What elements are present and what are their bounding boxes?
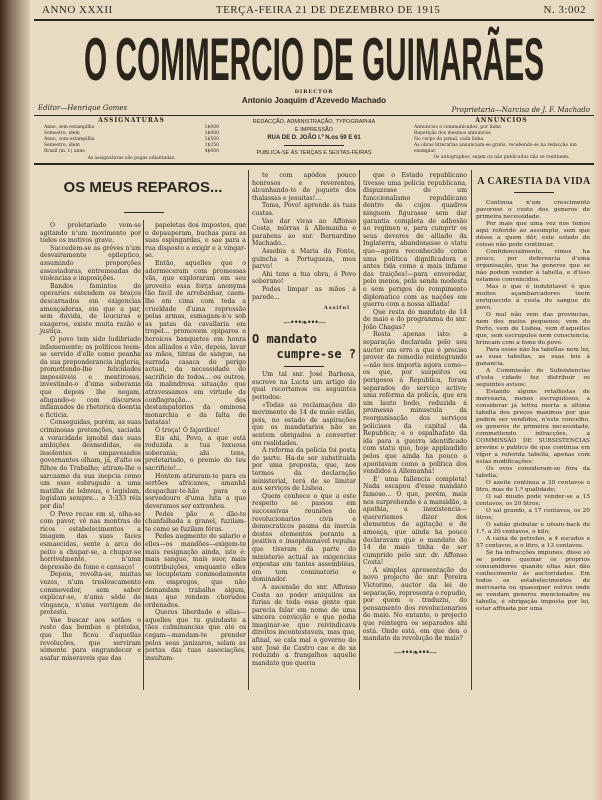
ad-rate-row: No corpo do jornal, cada linha: [414, 137, 484, 142]
ad-rate-row: Repetição dos mesmos annuncios: [414, 131, 491, 136]
info-block: [34, 115, 594, 165]
article-title: OS MEUS REPAROS...: [63, 179, 223, 196]
paragraph: Confidencialmente, vimos ha pouco, por deferencia d'uma organisação, que ha generos que se não podem vender á tabella, e d'isso estamos convencidos.: [476, 249, 590, 283]
paragraph: Para esses não ha tabellas nem lei; as suas tabellas, as suas leis á ganancia.: [476, 347, 590, 367]
newspaper-page: [34, 0, 594, 800]
year-label: ANNO XXXII: [42, 4, 113, 16]
paragraph: Estando alguns retalhistas de mercearia, menos escrupulosos, a considerar já lettra morta a ultima tabella dos preços maximos por que podem ser vendidos, n'este concelho, os generos de primeira necessidade, commettendo infracções, a COMMISSÃO DE SUBSISTENCIAS previne o publico de que continua em vigor a referida tabella, apenas com estas modificações:: [476, 389, 590, 465]
paragraph: O mal não vem das provincias, nem dos meios pequenos; vem do Porto, vem de Lisboa, vem d'aquelles que, sem escrupulos nem consciencia, brincam com a fome do povo.: [476, 312, 590, 346]
paragraph: Mas o que é indubitavel é que muitos açambarcadores teem enriquecido á custa do sangue do povo.: [476, 284, 590, 311]
paragraph: que o Estado republicano tivesse uma policia republicana, dispuzesse de um funccionalismo republicano dentro de cujos quadros ninguem figurasse sem dar garantia completa de adhesão ao regimen e, para cumprir os seus deveres de alliado da Inglaterra, abandonasse o statu quo—agora reconhecido como uma politica dignificadora e antes tida como a mais infame das traições!—para enveredar, pelo menos, pela senda modesta e sem perigos do rompimento diplomatico com as nações em guerra com a nossa alliada!: [363, 172, 467, 309]
paragraph: Que resta do mandato de 14 de maio e do programma do snr. João Chagas?: [363, 308, 467, 331]
paragraph: Assobia a Maria da Fonte, guincha a Portugueza, meu parvo!: [252, 247, 356, 271]
paragraph: A Commissão de Subsistencias d'esta cidade fez distribuir os seguintes avisos:: [476, 368, 590, 388]
director-name: Antonio Joaquim d'Azevedo Machado: [241, 96, 387, 105]
paragraph: Eis ahi, Povo, a que está reduzida a tua luxuosa soberania; ahi tens, proletariado, o premio do teu sacrificio!...: [145, 434, 246, 472]
article-column: [363, 172, 467, 662]
ads-heading: ANNUNCIOS: [475, 117, 528, 124]
paragraph: Pedes augmento de salario e elles—os mandões—exigem-te mais resignação ainda, isto é: mais sangue, mais suor, mais contribuições, emquanto elles se locupletam commodamente em empregos, que não demandam trabalho algum, mas que rendem chorudos ordenados.: [145, 533, 246, 609]
paragraph: O Povo recae em si, olha-se com pavor, vê nas montras de ricos estabelecimentos a imagem das suas faces esmaecidas, sente a arca do peito a chupar-se, a chupar-se horrivelmente, n'uma depressão de fome e cansaço!: [40, 510, 141, 571]
proprietor: Proprietaria—Narcisa de J. F. Machado: [451, 106, 590, 114]
subscription-label: Anno, sem estampilha: [44, 125, 95, 130]
paragraph: Pedes pão e dão-te chanfalhada a granel, fuzilam-te como se fuzilam féras.: [145, 510, 246, 533]
article-title: O mandato: [252, 332, 318, 347]
ads-note: Os autographos, sejam ou não publicados não se restituem.: [433, 155, 570, 160]
article-title: A CARESTIA DA VIDA: [477, 176, 591, 187]
article-column: [40, 222, 141, 662]
paragraph: Continua n'um crescimento pavoroso o custo dos generos de primeira necessidade.: [476, 200, 590, 220]
publication-days: PUBLICA-SE ÁS TERÇAS E SEXTAS-FEIRAS: [256, 150, 372, 156]
subscription-price: 4$000: [204, 149, 219, 154]
paragraph: Bandos famintos de operarios estendem os braços descarnados em exigencias ameaçadoras, em que a par, sem duvida, de loucuras e exageros, existe muita razão e justiça.: [40, 282, 141, 336]
paragraph: E' uma fallencia completa! Nada escapou d'esse mandato famoso... O que, porém, mais nos surprehende é a mansidão, a apathia, a inexistencia—quereriamos dizer dos elementos de agitação e de ameaça, que ainda ha pouco declaravam que o mandato do 14 de maio tinha de ser cumprido pelo snr. dr. Affonso Costa!: [363, 475, 467, 567]
paragraph: Se ha infracções impunes, disso só se podem queixar os proprios consumidores quando ellas não dão conhecimento ás auctoridades. Em todos os estabelecimentos de mercearia ou quaesquer outros onde se vendam generos mencionados na tabella, é obrigação imposta por lei, estar affixada por uma: [476, 550, 590, 612]
subscription-label: Semestre, idem: [44, 131, 80, 136]
issue-number: N. 3:002: [543, 4, 586, 16]
director-label: DIRECTOR: [294, 89, 334, 95]
divider: [34, 19, 594, 21]
paragraph: O sal miudo pode vender-se a 15 centavos, os 20 litros;: [476, 494, 590, 507]
paragraph: O povo tem sido ludibriado infamemente; os politicos teem-se servido d'elle como peanha da sua preponderancia ingloria, promettendo-lhe felicidades impossiveis e mentirosas, investindo-o d'uma soberania que depois lhe negam, afagando-o com discursos inflamados de rhetorica doentia e ficticia.: [40, 335, 141, 419]
subscription-price: 1$000: [204, 131, 219, 136]
paragraph: Vae buscar aos sotãos o resto das bombas e pistolas, que lhe ficou d'aquellas revoluções, que serviram sómente para engrandecer e asafar miseraveis que das: [40, 616, 141, 662]
paragraph: Hontem atiraram-te para os sertões africanos, amanhã despachar-te-hão para o sorvedouro d'uma luta a que deveramos ser extranhos.: [145, 472, 246, 510]
paragraph: Os ovos consideram-se fóra da tabella;: [476, 466, 590, 479]
paragraph: O azeite continua a 30 centavos o litro, mas de 1.ª qualidade;: [476, 480, 590, 493]
paragraph: A reforma da policia foi posta de parte. Ha-de ser substituida por uma proposta, que, nos termos da declaração ministerial, terá de se limitar aos serviços de Lisboa.: [252, 447, 356, 493]
office-box: [234, 118, 394, 157]
paragraph: papeletas dos impostos, que o depauperam, buchas para as suas espingardas, e sae para a rua disposto a exigir e a vingar-se.: [145, 222, 246, 260]
article-column: [252, 172, 356, 667]
paragraph: Resta apenas isto: a separação declarada pelo seu auctor um erro a que é preciso prover de remedio reintegrando—não nos importa agora como—os que, por suspeitos ou perigosos á Republica, foram separados do serviço activo; uma reforma da policia, que era um lauto bodo, reduzida á promessa minuscula da reorganisação dos serviços policiaes da capital da Republica; e o espalhafato da ida para a guerra identificado com statu quo, hoje applaudido pelos que ainda ha pouco o apontavam como a politica dos vendidos á Allemanha!: [363, 331, 467, 476]
paragraph: te com apódos pouco honrosos e reverentes, alcunhando-te de joguete dos thalassas e jesuitas!...: [252, 172, 356, 202]
subscription-price: 1$500: [204, 137, 219, 142]
paragraph: Ó troça! Ó fajardice!: [155, 427, 220, 435]
subscription-label: Brazil (m. f.) anno: [44, 149, 86, 154]
paragraph: Quem conhece o que a este respeito se passou em successivas reuniões de revolucionarios civis e democraticos pasma da inercia destes elementos perante a positiva e insophismavel repulsa que tiveram da parte do ministerio actual as exigencias expostas em tantas assembléas, em tom cominatorio e dominador.: [252, 492, 356, 584]
office-line: E IMPRESSÃO: [295, 127, 333, 133]
subscription-row: [44, 149, 219, 155]
subscriptions-box: [44, 118, 219, 162]
paragraph: Por mais que uma vez nos temos aqui referido ao assumpto, sem que désse a quem dêr, este estado de coisas não pode continuar.: [476, 221, 590, 248]
subscription-price: 1$250: [204, 143, 219, 148]
paragraph: Queres liberdade e ellas—aquelles que tu guindaste a tães culminancias que até os cegam—mandam-te prender pelos seus janizaros, selam as portas das tuas associações, insultam-: [145, 609, 246, 662]
newspaper-title: [34, 22, 594, 88]
subscription-label: Anno, com estampilha: [44, 137, 95, 142]
office-address: RUA DE D. JOÃO I.º N.os 59 E 61: [267, 135, 361, 141]
paragraph: Ahi tens a tua obra, ó Povo soberano!: [252, 270, 356, 286]
ornament-divider: —•••❧•••—: [282, 317, 325, 327]
paragraph: Então, aquelles que o adormeceram com promessas vãs, que exploraram em seu proveito essa força anonyma tão facil de arrebanhar, caem-lhe em cima com toda a crueldade d'uma repressão pelas armas, esmagam-n'o sob as patas da cavallaria em tropel... promovem opiparos e heroicos banquetes em honra dos alliados e vão, depois, lavar as mãos, tintas de sangue, na surrada casaca do perigo actual, da necessidade do sacrificio de todos... ou outros, da malindrosa situação que atravessamos em virtude da conflagração... dos destampatorios da ominosa monarchia e da falta de batatas!: [145, 259, 246, 427]
paragraph: Um tal snr. José Barbosa, escreve na Lucta um artigo do qual recortamos os seguintes periodos:: [252, 371, 356, 402]
article-column: [145, 222, 246, 662]
newspaper-title-text: O COMMERCIO DE GUIMARÃES: [84, 26, 544, 88]
dateline: [34, 4, 594, 18]
paragraph: A ascensão do snr. Affonso Costa ao poder aniquilou as furias de toda essa gente que parecia falar em nome de uma sincera convicção e que podia imaginar-se que reivindicava direitos incontestaveis, mas que, afinal, se cala mal o governo do snr. José de Castro cae e de xa reduzido a frangalhos aquelle mandato que queria: [252, 583, 356, 667]
ads-note: As obras litterarias annunciam-se gratis, recebendo-se na redacção um exemplar.: [414, 143, 577, 154]
ads-box: [414, 118, 589, 161]
paragraph: O sal grando, a 17 centavos, os 20 litros;: [476, 508, 590, 521]
paragraph: Depois, revolta-se, muitas vezes, n'um tresloucamento commovedor, sem saber explicar-se, n'uma sêde de vingança, n'uma vertigem de protesto.: [40, 571, 141, 617]
subscriptions-heading: ASSIGNATURAS: [98, 117, 165, 124]
date-label: TERÇA-FEIRA 21 DE DEZEMBRO DE 1915: [215, 4, 441, 16]
paragraph: Podes limpar as mãos á parede...: [252, 285, 356, 301]
subscription-price: 1$000: [204, 125, 219, 130]
paragraph: «Todas as reclamações do movimento de 14 de maio estão, pois, no estado de aspirações que os mandatarios não se sentem obrigados a converter em realidades.: [252, 401, 356, 447]
paragraph: O sabão globular e ofsain-back de 1.ª, a 20 centavos, o kilo;: [476, 522, 590, 535]
paragraph: Conseguidas, porém, as suas criminosas pretenções, saciada a voracidade ignobil das suas ambições desmedidas, os insolentes e empavesados governantes olham, já, d'alto os filhos do Trabalho; atiram-lhe o sarcasmo da sua inepcia como um osso esbrugado a uma matilha de lebreus, e legislam, legislam sempre... a 3:333 réis por dia!: [40, 419, 141, 510]
article-title: cumpre-se ?: [276, 347, 356, 362]
paragraph: Toma, Povo! aprende ás tuas custas.: [252, 202, 356, 217]
paragraph: Succedem-se as gréves n'um desvairamento epileptico, assumindo proporções assustadoras, entremeadas de violencias e imposições.: [40, 244, 141, 283]
paragraph: A simples apresentação do novo projecto do snr. Pereira Victorino, auctor da lei de separação, representa o repudio, por quem o traduziu, do pensamento dos revolucionarios de maio. No entanto, o projecto que reintegra os separados ahi está. Onde está, em que deu o mandato da revolução de maio?: [363, 566, 468, 643]
paragraph: A caixa de petroleo, a 4 escudos e 57 centavos, e o litro, a 13 centavos.: [476, 536, 590, 549]
paragraph: Vae dar vivas ao Affonso Costa, môrras á Allemanha e parabens ao snr. Bernardino Machado...: [252, 217, 356, 248]
office-line: REDACÇÃO, ADMINISTRAÇÃO, TYPOGRAPHIA: [252, 119, 376, 125]
subscriptions-note: As assignaturas são pagas adiantadas.: [87, 156, 176, 161]
signature: Assiful: [323, 305, 350, 312]
ornament-divider: —•••❧•••—: [393, 647, 436, 657]
ad-rate-row: Annuncios e communicados, por linha: [414, 125, 501, 130]
book-binding: [0, 0, 30, 800]
article-column: [476, 200, 590, 613]
paragraph: O proletariado vem-se agitando n'um movimento por todos os motivos grave.: [40, 222, 141, 245]
subscription-label: Semestre, idem: [44, 143, 80, 148]
editor: Editor—Henrique Gomes: [38, 104, 128, 112]
